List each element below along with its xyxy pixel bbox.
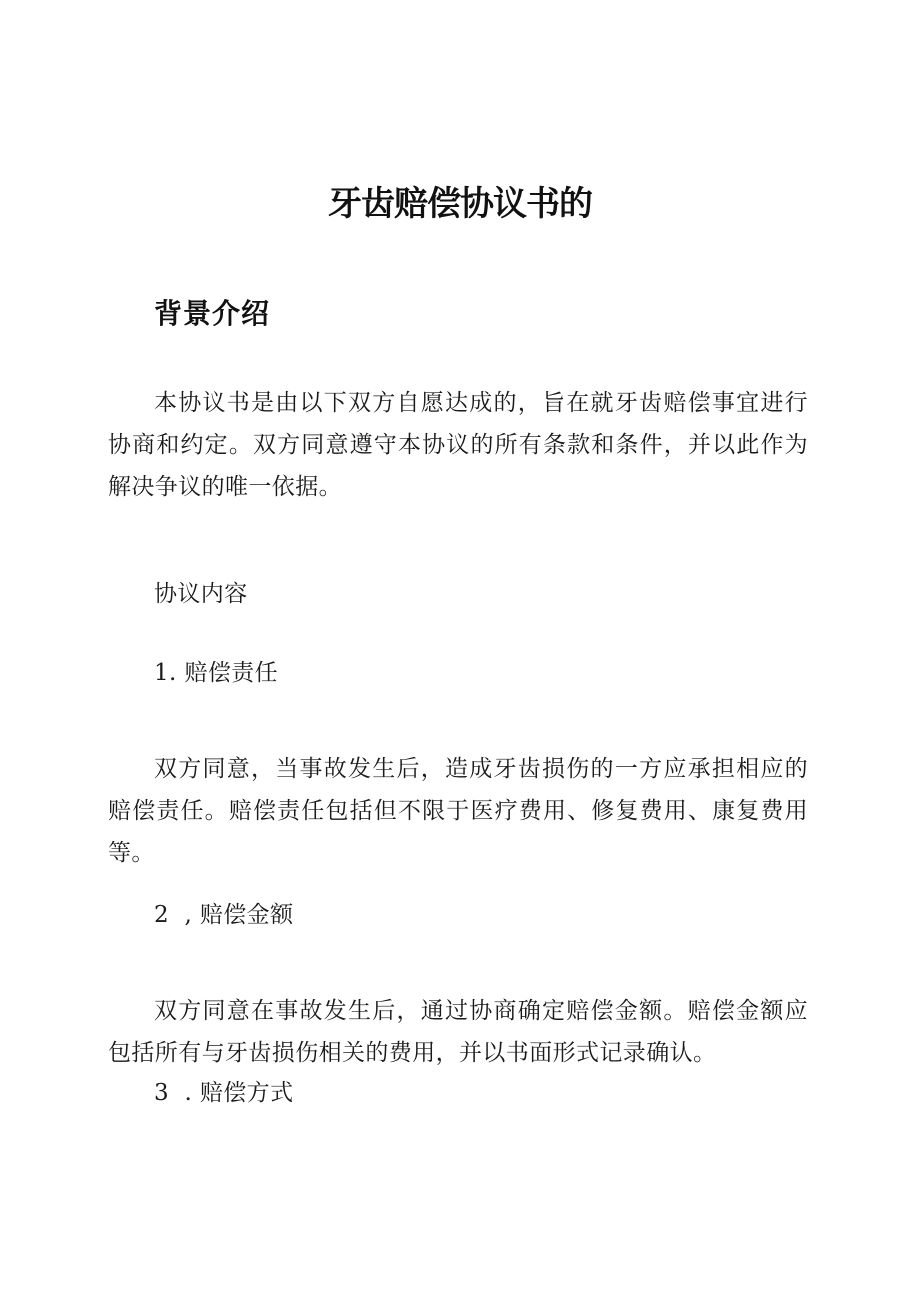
item-heading-compensation-liability: 1. 赔偿责任: [154, 660, 279, 686]
agreement-content-title: 协议内容: [154, 581, 248, 607]
document-title: 牙齿赔偿协议书的: [328, 184, 592, 224]
item-heading-compensation-method: 3 . 赔偿方式: [154, 1080, 294, 1106]
item-heading-compensation-amount: 2 , 赔偿金额: [154, 902, 294, 928]
item-paragraph-compensation-amount: 双方同意在事故发生后，通过协商确定赔偿金额。赔偿金额应包括所有与牙齿损伤相关的费用，并以书面形式记录确认。: [108, 998, 808, 1066]
intro-paragraph: 本协议书是由以下双方自愿达成的，旨在就牙齿赔偿事宜进行协商和约定。双方同意遵守本协议的所有条款和条件，并以此作为解决争议的唯一依据。: [108, 390, 808, 500]
item-paragraph-compensation-liability: 双方同意，当事故发生后，造成牙齿损伤的一方应承担相应的赔偿责任。赔偿责任包括但不限于医疗费用、修复费用、康复费用等。: [108, 756, 808, 866]
section-heading-background: 背景介绍: [154, 297, 271, 330]
